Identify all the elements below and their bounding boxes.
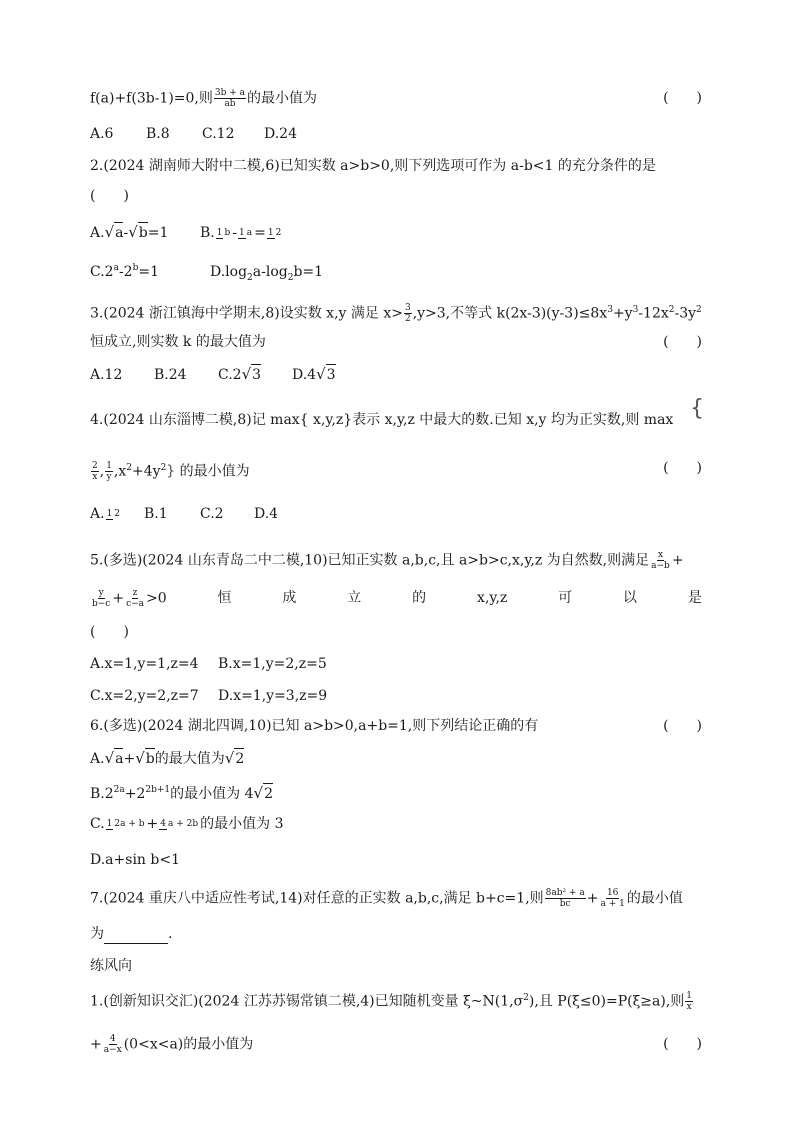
sqrt-icon: √ xyxy=(104,223,115,241)
word: 成 xyxy=(282,590,297,606)
fraction xyxy=(404,303,412,324)
fraction xyxy=(159,819,199,830)
question-6-stem: 6.(多选)(2024 湖北四调,10)已知 a>b>0,a+b=1,则下列结论正确的有 xyxy=(90,718,539,734)
stem-text: 1.(创新知识交汇)(2024 江苏苏锡常镇二模,4)已知随机变量 ξ~N(1,σ xyxy=(90,993,524,1010)
fraction-numerator: y xyxy=(98,588,104,598)
option-b: B.1 xyxy=(144,506,168,522)
radicand: 2 xyxy=(234,748,244,769)
equals: =1 xyxy=(147,225,169,241)
exponent: 2 xyxy=(668,305,675,315)
fraction-denominator: a + 2b xyxy=(168,818,199,829)
section-heading: 练风向 xyxy=(90,958,132,974)
subscript: 2 xyxy=(247,272,253,283)
word: 立 xyxy=(347,590,362,606)
fraction xyxy=(216,228,232,239)
answer-blank[interactable] xyxy=(104,929,168,944)
exponent: 2 xyxy=(523,993,529,1003)
option-a xyxy=(90,222,200,243)
word: 恒 xyxy=(217,590,232,606)
fraction-numerator: 3 xyxy=(404,303,411,314)
fraction xyxy=(106,509,121,520)
question-7-line2 xyxy=(90,924,702,944)
options-row xyxy=(90,504,278,524)
fraction-numerator: 4 xyxy=(109,1034,116,1044)
question-stem xyxy=(90,88,702,109)
fraction-denominator: 2 xyxy=(114,508,121,519)
options-row xyxy=(90,364,336,385)
question-2-stem: 2.(2024 湖南师大附中二模,6)已知实数 a>b>0,则下列选项可作为 a-b<1 的充分条件的是 xyxy=(90,158,656,174)
fraction-numerator: 16 xyxy=(606,888,619,898)
stem-text: 的最小值 xyxy=(626,890,683,907)
question-r1-stem xyxy=(90,988,702,1012)
option-text: D.log xyxy=(210,263,248,280)
operator: + xyxy=(586,890,599,907)
radicand: a xyxy=(114,748,123,769)
answer-paren: ( ) xyxy=(663,90,702,106)
operator: - xyxy=(123,225,129,241)
answer-paren: ( ) xyxy=(663,1036,702,1052)
fraction-denominator: x xyxy=(92,472,98,483)
fraction-numerator: 3b + a xyxy=(214,88,246,98)
option-c xyxy=(90,258,210,282)
fraction-denominator: 2a + b xyxy=(114,818,145,829)
fraction xyxy=(105,461,113,482)
fraction-numerator: 1 xyxy=(106,818,113,829)
answer-paren: ( ) xyxy=(663,718,702,734)
option-text: 的最大值为 xyxy=(154,751,225,767)
sqrt-icon: √ xyxy=(128,223,138,241)
stem-text: ,y>3,不等式 k(2x-3)(y-3)≤8x xyxy=(412,305,608,322)
radicand: a xyxy=(114,222,123,243)
fraction xyxy=(214,88,246,109)
radicand: b xyxy=(145,748,155,769)
option-label: A. xyxy=(90,225,105,241)
exponent: b xyxy=(132,263,139,273)
option-d xyxy=(210,262,323,288)
fraction-denominator: a xyxy=(246,227,253,238)
fraction-numerator: x xyxy=(657,550,664,560)
option-c: C.12 xyxy=(202,126,235,142)
exponent: a xyxy=(113,263,119,273)
left-brace-icon: { xyxy=(690,396,704,421)
word: x,y,z xyxy=(477,590,508,606)
exponent: 3 xyxy=(607,305,613,315)
word: 以 xyxy=(623,590,638,606)
question-2-paren: ( ) xyxy=(90,188,129,204)
option-label: C. xyxy=(90,816,105,832)
option-a xyxy=(90,748,244,769)
word: 可 xyxy=(558,590,573,606)
question-4-stem: 4.(2024 山东淄博二模,8)记 max{ x,y,z}表示 x,y,z 中最大的数.已知 x,y 均为正实数,则 max xyxy=(90,412,674,428)
option-text: D.4 xyxy=(292,367,317,383)
stem-text: 的最小值为 xyxy=(179,463,250,480)
fraction xyxy=(106,819,146,830)
option-a: A.6 xyxy=(90,126,114,142)
option-label: B. xyxy=(200,225,215,241)
option-text: +2 xyxy=(124,785,146,802)
options-row xyxy=(90,654,327,674)
question-3-stem xyxy=(90,300,702,324)
operator: >0 xyxy=(146,590,167,607)
option-text: B.2 xyxy=(90,785,114,802)
option-text: -2 xyxy=(118,263,133,280)
answer-paren: ( ) xyxy=(663,334,702,350)
sqrt-icon: √ xyxy=(135,749,145,767)
option-text: C.2 xyxy=(218,367,242,383)
fraction-denominator: ab xyxy=(224,99,236,109)
stem-text: 7.(2024 重庆八中适应性考试,14)对任意的正实数 a,b,c,满足 b+c=1,则 xyxy=(90,890,544,907)
word: 的 xyxy=(412,590,427,606)
stem-text: -3y xyxy=(674,305,697,322)
fraction xyxy=(545,888,586,909)
fraction-denominator: y xyxy=(106,472,112,483)
sqrt-icon: √ xyxy=(104,749,115,767)
options-row xyxy=(90,258,323,287)
stem-text: -12x xyxy=(638,305,669,322)
option-d: D.x=1,y=3,z=9 xyxy=(218,688,328,704)
question-5-paren: ( ) xyxy=(90,624,129,640)
question-5-line2 xyxy=(90,588,702,609)
fraction xyxy=(599,888,625,909)
option-label: A. xyxy=(90,751,105,767)
stem-text: +y xyxy=(612,305,633,322)
fraction-numerator: 1 xyxy=(267,227,274,238)
option-b xyxy=(90,780,273,804)
subscript: 2 xyxy=(287,272,294,283)
fraction-denominator: x xyxy=(686,1002,692,1013)
options-row xyxy=(90,686,327,706)
question-4-line2: $\frac{2}{x}$ , $\frac{1}{y}$ $,x^2+4y^2$} 的最小值为 xyxy=(92,461,250,483)
fraction-numerator: 1 xyxy=(216,227,223,238)
exponent: 2a xyxy=(113,785,125,795)
sqrt-icon: √ xyxy=(241,365,252,383)
fraction xyxy=(125,588,145,609)
stem-text: 5.(多选)(2024 山东青岛二中二模,10)已知正实数 a,b,c,且 a>b>c,x,y,z 为自然数,则满足 xyxy=(90,552,650,569)
sqrt-icon: √ xyxy=(253,783,264,802)
fraction-numerator: 2 xyxy=(92,461,98,472)
exponent: 2 xyxy=(126,463,133,473)
fraction-numerator: 1 xyxy=(686,991,693,1002)
right-brace-icon: } xyxy=(166,463,176,480)
fraction-denominator: c−a xyxy=(126,599,145,609)
fraction xyxy=(103,1034,123,1055)
fraction xyxy=(238,228,253,239)
exponent: 3 xyxy=(632,305,639,315)
option-b: B.x=1,y=2,z=5 xyxy=(218,656,327,672)
exponent: 2 xyxy=(160,463,167,473)
fraction xyxy=(685,991,693,1012)
fraction-denominator: 2 xyxy=(404,314,411,325)
stem-text: +4y xyxy=(132,463,161,480)
option-b: B.8 xyxy=(146,126,170,142)
stem-text: ,x xyxy=(113,463,127,480)
option-a xyxy=(90,504,144,524)
fraction xyxy=(267,228,282,239)
option-text: C.2 xyxy=(90,263,114,280)
radicand: 3 xyxy=(326,364,336,385)
stem-text: 为 xyxy=(90,926,104,942)
stem-text: 3.(2024 浙江镇海中学期末,8)设实数 x,y 满足 x> xyxy=(90,305,403,322)
fraction-denominator: b xyxy=(224,227,231,238)
operator: + xyxy=(90,1036,102,1053)
exponent: 2b+1 xyxy=(145,785,171,795)
stem-text: . xyxy=(168,926,173,942)
option-c: C.x=2,y=2,z=7 xyxy=(90,688,199,704)
radicand: 3 xyxy=(251,364,261,385)
option-text: b=1 xyxy=(293,263,324,280)
sqrt-icon: √ xyxy=(316,365,326,383)
fraction xyxy=(91,461,99,482)
stem-text: f(a)+f(3b-1)=0,则 xyxy=(90,90,213,107)
option-a: A.12 xyxy=(90,367,123,383)
fraction-denominator: a−x xyxy=(103,1045,122,1055)
stem-text: ),且 P(ξ≤0)=P(ξ≥a),则 xyxy=(528,993,685,1010)
radicand: 2 xyxy=(263,783,273,804)
fraction-numerator: 4 xyxy=(160,818,166,829)
word: 是 xyxy=(687,590,702,606)
option-d: D.24 xyxy=(264,126,297,142)
option-text: 的最小值为 4 xyxy=(170,785,254,802)
fraction-denominator: a−b xyxy=(651,561,670,571)
option-d: D.a+sin b<1 xyxy=(90,852,180,868)
fraction-numerator: 1 xyxy=(106,461,112,472)
fraction-numerator: 1 xyxy=(238,227,245,238)
fraction-denominator: bc xyxy=(559,899,571,909)
option-a: A.x=1,y=1,z=4 xyxy=(90,656,199,672)
option-c: C.2 xyxy=(200,506,224,522)
question-5-stem xyxy=(90,550,702,571)
option-b: B. 1 b - 1 a = 1 2 xyxy=(200,225,282,241)
sqrt-icon: √ xyxy=(224,749,235,767)
exponent: 2 xyxy=(696,305,702,315)
fraction-numerator: 1 xyxy=(106,508,113,519)
option-c xyxy=(218,364,292,385)
question-3-line2: 恒成立,则实数 k 的最大值为 xyxy=(90,334,266,350)
radicand: b xyxy=(138,222,148,243)
option-text: =1 xyxy=(138,263,159,280)
fraction-denominator: a + 1 xyxy=(600,899,625,909)
option-label: A. xyxy=(90,506,105,522)
options-row xyxy=(90,124,297,144)
option-d xyxy=(292,364,336,385)
fraction-numerator: 8ab² + a xyxy=(545,888,585,898)
fraction-denominator: b−c xyxy=(92,599,111,609)
option-text: a-log xyxy=(252,263,288,280)
option-c xyxy=(90,814,283,834)
answer-paren: ( ) xyxy=(663,460,702,476)
stem-text: (0<x<a)的最小值为 xyxy=(123,1036,254,1053)
question-r1-line2 xyxy=(90,1034,702,1055)
formula: $\frac{y}{b-c}$ + $\frac{z}{c-a}$ >0 xyxy=(92,588,167,609)
fraction xyxy=(91,588,111,609)
stem-text: 的最小值为 xyxy=(247,90,318,107)
fraction-numerator: z xyxy=(132,588,138,598)
operator: + xyxy=(123,751,136,767)
options-row xyxy=(90,222,283,243)
option-text: 的最小值为 3 xyxy=(200,816,284,832)
fraction xyxy=(650,550,671,571)
option-d: D.4 xyxy=(254,506,279,522)
operator: + xyxy=(146,816,159,832)
operator: + xyxy=(671,552,684,569)
option-b: B.24 xyxy=(154,367,187,383)
question-7-stem xyxy=(90,888,702,909)
fraction-denominator: 2 xyxy=(275,227,282,238)
